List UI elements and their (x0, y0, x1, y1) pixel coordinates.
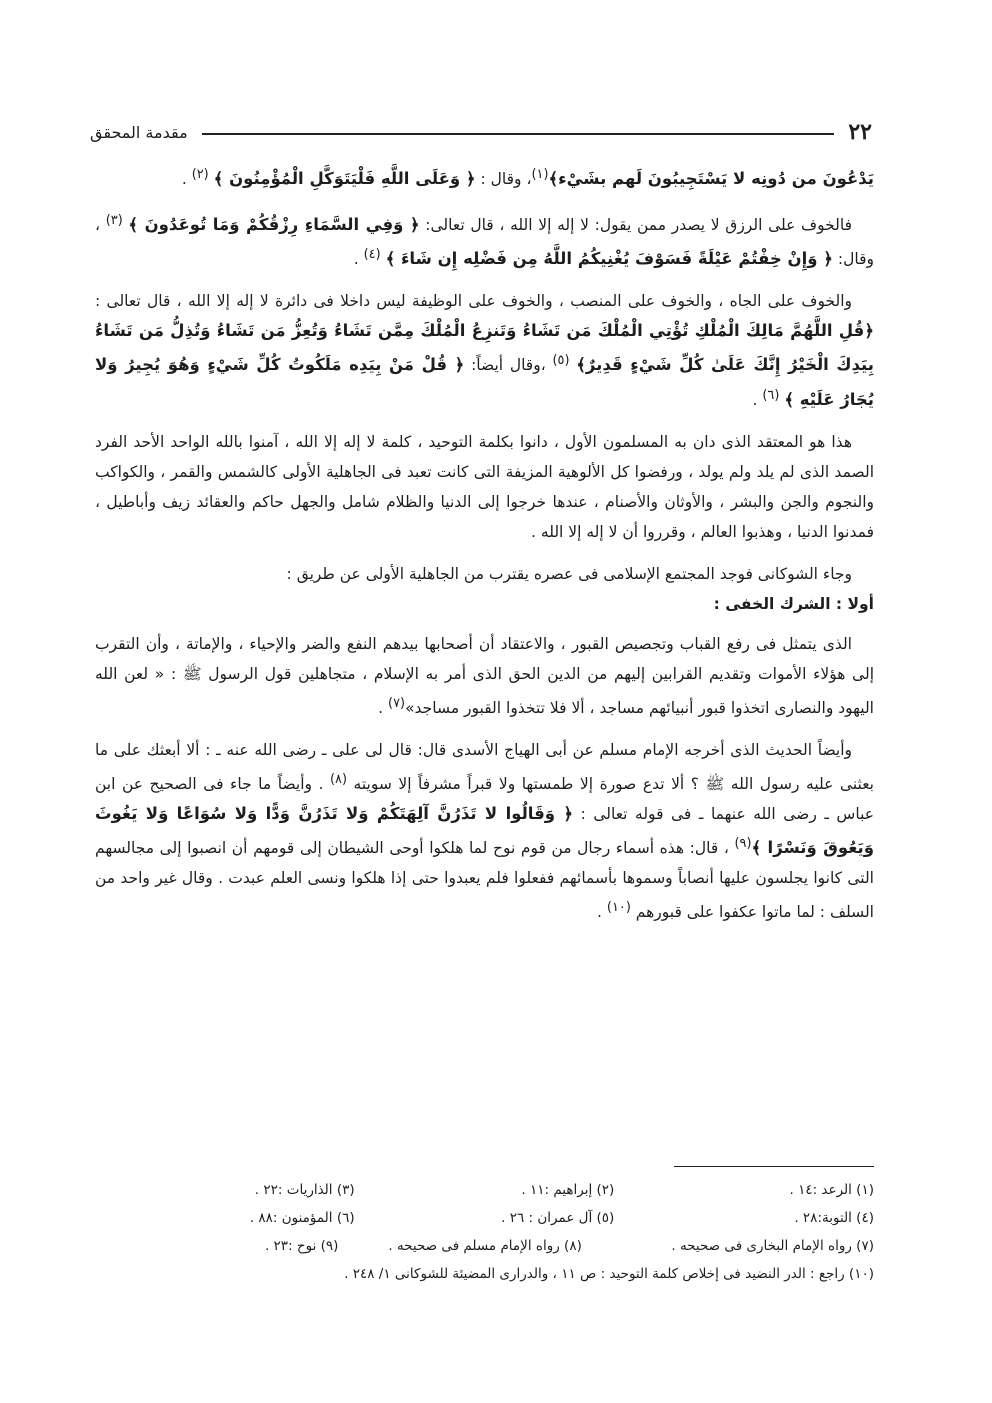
header-rule (202, 133, 835, 135)
footnote-ref: (٣) (105, 213, 123, 229)
footnote-row (95, 1204, 874, 1232)
paragraph-1 (95, 160, 874, 194)
paragraph-text: والخوف على الجاه ، والخوف على المنصب ، والخوف على الوظيفة ليس داخلا فى دائرة لا إله إلا الله ، قال تعالى : (95, 292, 852, 311)
footnote: (٧) رواه الإمام البخارى فى صحيحه . (671, 1238, 874, 1254)
quran-verse: ﴿ قُلْ مَنْ بِيَدِه مَلَكُوتُ كُلِّ شَيْءٍ وَهُوَ يُجِيرُ وَلا يُجَارُ عَلَيْهِ ﴾ (95, 355, 874, 409)
paragraph-text: وأيضاً الحديث الذى أخرجه الإمام مسلم عن أبى الهياج الأسدى قال: قال لى على ـ رضى الله عنه ـ : ألا أبعثك على ما بعثنى عليه رسول الله ﷺ ؟ ألا تدع صورة إلا طمستها ولا قبراً مشرفاً إلا سويته (95, 740, 874, 794)
footnote: (١) الرعد :١٤ . (789, 1182, 874, 1198)
running-title: مقدمة المحقق (90, 122, 188, 142)
paragraph-4: هذا هو المعتقد الذى دان به المسلمون الأول ، دانوا بكلمة التوحيد ، كلمة لا إله إلا الله ، آمنوا بالله الواحد الأحد الفرد الصمد الذى لم يلد ولم يولد ، ورفضوا كل الألوهية المزيفة التى كانت تعبد فى الجاهلية الأولى كالشمس والقمر ، والكواكب والنجوم والجن والبشر ، والأوثان والأصنام ، عندها خرجوا إلى الدنيا والظلام شامل والجهل حاكم والعقائد زيف وأباطيل ، فمدنوا الدنيا ، وهذبوا العالم ، وقرروا أن لا إله إلا الله . (95, 432, 874, 541)
paragraph-2 (95, 206, 874, 274)
footnote-row (95, 1176, 874, 1204)
page-number: ٢٢ (848, 119, 872, 145)
paragraph-3 (95, 286, 874, 414)
footnote-ref: (٢) (191, 167, 209, 182)
footnote: (٨) رواه الإمام مسلم فى صحيحه . (388, 1238, 582, 1254)
paragraph-text: ،وقال أيضاً: (464, 356, 553, 375)
quran-verse: ﴿قُلِ اللَّهُمَّ مَالِكَ الْمُلْكِ تُؤْتِي الْمُلْكَ مَن تَشَاءُ وَتَنزِعُ الْمُلْكَ مِمَّن تَشَاءُ وَتُعِزُّ مَن تَشَاءُ وَتُذِلُّ مَن تَشَاءُ بِيَدِكَ الْخَيْرُ إِنَّكَ عَلَىٰ كُلِّ شَيْءٍ قَدِيرٌ﴾ (95, 321, 874, 375)
quran-verse: ﴿ وَعَلَى اللَّهِ فَلْيَتَوَكَّلِ الْمُؤْمِنُونَ ﴾ (213, 169, 476, 189)
footnote: (٩) نوح :٢٣ . (264, 1238, 339, 1254)
footnote-ref: (٤) (363, 247, 381, 263)
page-header (90, 112, 872, 152)
footnote: (٥) آل عمران : ٢٦ . (501, 1210, 615, 1226)
paragraph-text: الذى يتمثل فى رفع القباب وتجصيص القبور ، والاعتقاد أن أصحابها بيدهم النفع والضر والإحياء ، والإماتة ، وأن التقرب إلى هؤلاء الأموات وتقديم القرابين إليهم من الدين الحق الذى أمر به الإسلام ، متجاهلين قول الرسول ﷺ : « لعن الله اليهود والنصارى اتخذوا قبور أنبيائهم مساجد ، ألا فلا تتخذوا القبور مساجد» (95, 634, 874, 717)
paragraph-text: . (752, 390, 763, 409)
footnote-row (95, 1232, 874, 1260)
paragraph-text: ، وقال: (95, 216, 874, 269)
footnote: (١٠) راجع : الدر النضيد فى إخلاص كلمة التوحيد : ص ١١ ، والدرارى المضيئة للشوكانى ١/ ٢٤٨ . (344, 1266, 874, 1282)
footnotes (95, 1176, 874, 1288)
section-heading: أولا : الشرك الخفى : (713, 594, 874, 613)
footnote-ref: (١) (531, 167, 549, 182)
paragraph-7 (95, 735, 874, 927)
paragraph-text: . (378, 698, 389, 717)
paragraph-5: وجاء الشوكانى فوجد المجتمع الإسلامى فى عصره يقترب من الجاهلية الأولى عن طريق : (286, 564, 852, 583)
footnote-separator (674, 1166, 874, 1167)
paragraph-6 (95, 629, 874, 723)
paragraph-text: . (597, 903, 607, 922)
footnote-ref: (٩) (734, 836, 752, 852)
quran-verse: ﴿ وَإِنْ خِفْتُمْ عَيْلَةً فَسَوْفَ يُغْنِيكُمُ اللَّهُ مِن فَضْلِه إِن شَاءَ ﴾ (385, 249, 833, 269)
body-text (95, 160, 874, 939)
footnote: (٦) المؤمنون :٨٨ . (249, 1210, 355, 1226)
paragraph-text: فالخوف على الرزق لا يصدر ممن يقول: لا إله إلا الله ، قال تعالى: (419, 216, 852, 235)
quran-verse: ﴿ وَقَالُوا لا تَذَرُنَّ آلِهَتَكُمْ وَلا تَذَرُنَّ وَدًّا وَلا سُوَاعًا وَلا يَغُوثَ وَيَعُوقَ وَنَسْرًا ﴾ (95, 804, 874, 858)
paragraph-text: . (353, 250, 364, 269)
footnote: (٢) إبراهيم :١١ . (521, 1182, 615, 1198)
quran-verse: يَدْعُونَ من دُونِه لا يَسْتَجِيبُونَ لَهم بشَيْء﴾ (548, 169, 874, 189)
footnote: (٣) الذاريات :٢٢ . (254, 1182, 355, 1198)
paragraph-text: . وأيضاً ما جاء فى الصحيح عن ابن عباس ـ رضى الله عنهما ـ فى قوله تعالى : (95, 775, 874, 824)
paragraph-text: ، قال: هذه أسماء رجال من قوم نوح لما هلكوا أوحى الشيطان إلى قومهم أن انصبوا إلى مجالسهم التى كانوا يجلسون عليها أنصاباً وسموها بأسمائهم ففعلوا فلم يعبدوا حتى إذا هلكوا ونسى العلم عبدت . وقال غير واحد من السلف : لما ماتوا عكفوا على قبورهم (95, 839, 874, 922)
footnote: (٤) التوبة:٢٨ . (794, 1210, 874, 1226)
footnote-ref: (٧) (388, 695, 406, 711)
footnote-ref: (٨) (329, 771, 348, 787)
footnote-ref: (١٠) (606, 900, 631, 916)
paragraph-text: ، وقال : (475, 170, 532, 189)
quran-verse: ﴿ وَفِي السَّمَاءِ رِزْقُكُمْ وَمَا تُوعَدُونَ ﴾ (128, 215, 420, 235)
footnote-ref: (٥) (552, 353, 570, 369)
footnote-ref: (٦) (762, 387, 780, 403)
paragraph-text: . (181, 170, 192, 189)
